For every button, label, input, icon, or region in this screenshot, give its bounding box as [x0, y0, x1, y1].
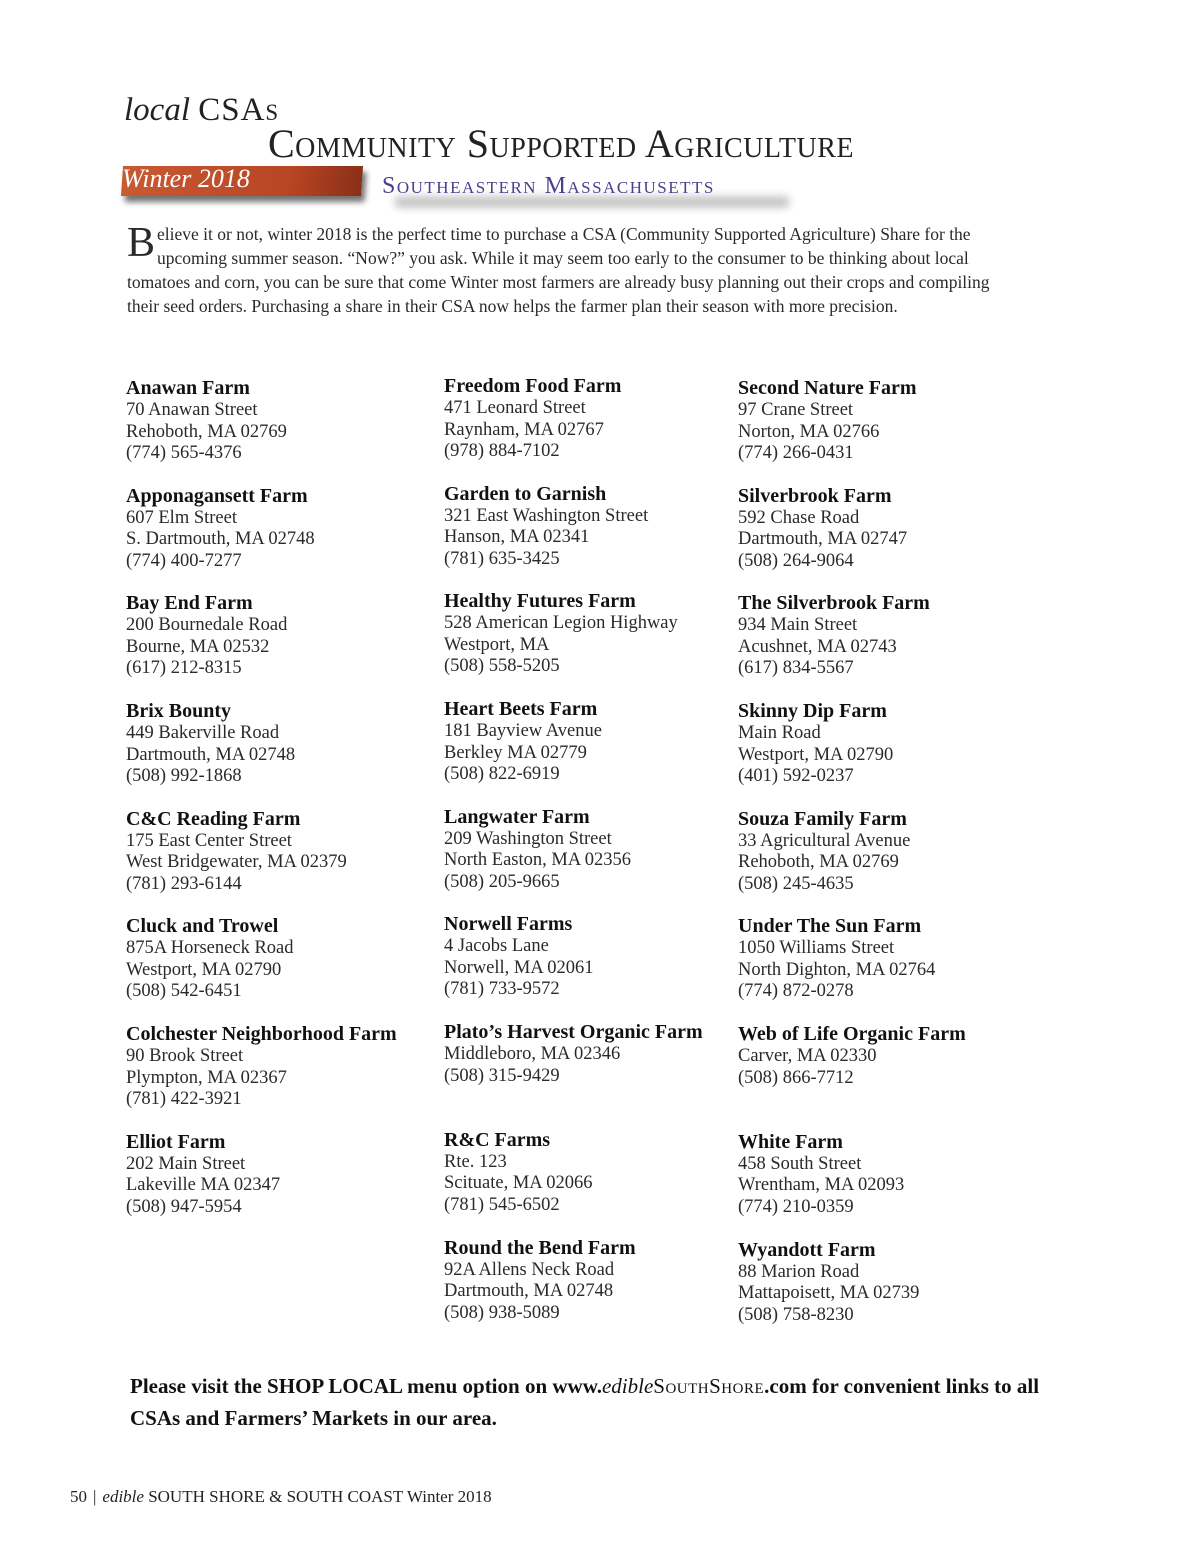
- farm-address-line: North Easton, MA 02356: [444, 850, 632, 871]
- farm-name: Anawan Farm: [126, 377, 250, 399]
- farm-address-line: Acushnet, MA 02743: [738, 636, 897, 657]
- farm-address-line: Scituate, MA 02066: [444, 1173, 593, 1194]
- farm-address-line: Dartmouth, MA 02748: [444, 1281, 614, 1301]
- farm-address-line: 88 Marion Road: [738, 1261, 860, 1282]
- farm-listing: [444, 1128, 724, 1236]
- farm-phone: (508) 315-9429: [444, 1065, 560, 1086]
- farm-listing: [444, 482, 724, 590]
- farm-address-line: Mattapoisett, MA 02739: [738, 1283, 920, 1303]
- page-title: Community Supported Agriculture: [268, 121, 854, 166]
- farm-address-line: Carver, MA 02330: [738, 1046, 877, 1067]
- farm-phone: (978) 884-7102: [444, 441, 560, 461]
- farm-address-line: 449 Bakerville Road: [126, 723, 280, 744]
- farm-name: Garden to Garnish: [444, 482, 607, 505]
- season-label: Winter 2018: [122, 164, 250, 193]
- farm-phone: (774) 872-0278: [738, 981, 854, 1002]
- farm-address-line: 528 American Legion Highway: [444, 613, 678, 634]
- farm-name: The Silverbrook Farm: [738, 592, 930, 615]
- drop-cap: B: [127, 220, 156, 266]
- farm-phone: (781) 733-9572: [444, 979, 560, 1000]
- farm-address-line: Norwell, MA 02061: [444, 957, 594, 978]
- farm-address-line: 4 Jacobs Lane: [444, 936, 549, 957]
- farm-phone: (508) 264-9064: [738, 550, 854, 571]
- farm-name: Souza Family Farm: [738, 807, 907, 830]
- farm-address-line: Dartmouth, MA 02748: [126, 744, 296, 765]
- farm-phone: (401) 592-0237: [738, 766, 854, 787]
- farm-listing: [126, 591, 426, 699]
- farm-phone: (508) 205-9665: [444, 871, 560, 892]
- farm-listing: [444, 589, 724, 697]
- farm-listing: [738, 591, 1038, 699]
- farm-name: Under The Sun Farm: [738, 915, 922, 938]
- farm-name: Bay End Farm: [126, 592, 253, 615]
- farm-address-line: Norton, MA 02766: [738, 421, 880, 442]
- farm-name: Apponagansett Farm: [126, 484, 308, 507]
- farm-listing: [126, 699, 426, 807]
- farm-listing: [738, 1238, 1038, 1346]
- publication-name: SOUTH SHORE & SOUTH COAST Winter 2018: [148, 1487, 492, 1506]
- farm-address-line: 33 Agricultural Avenue: [738, 830, 911, 851]
- farm-address-line: Main Road: [738, 723, 821, 744]
- farm-name: Norwell Farms: [444, 913, 573, 936]
- farm-name: Langwater Farm: [444, 805, 590, 828]
- farm-address-line: 875A Horseneck Road: [126, 938, 294, 959]
- farm-address-line: S. Dartmouth, MA 02748: [126, 529, 315, 550]
- farm-phone: (774) 565-4376: [126, 443, 242, 463]
- farm-address-line: 321 East Washington Street: [444, 505, 649, 526]
- note-text-end: .com for convenient links to all CSAs and Farmers’ Markets in our area.: [130, 1374, 1040, 1430]
- farm-listing: [738, 484, 1038, 592]
- farm-listing: [738, 376, 1038, 484]
- farm-address-line: 97 Crane Street: [738, 400, 854, 420]
- page-number: 50: [70, 1487, 87, 1506]
- farm-phone: (617) 212-8315: [126, 658, 242, 679]
- farm-listing: [738, 699, 1038, 807]
- farm-address-line: 458 South Street: [738, 1153, 862, 1174]
- farm-column-1: [126, 376, 426, 1238]
- farm-listing: [444, 1236, 724, 1344]
- farm-address-line: 181 Bayview Avenue: [444, 721, 602, 742]
- farm-address-line: Hanson, MA 02341: [444, 527, 590, 548]
- farm-address-line: Rehoboth, MA 02769: [738, 852, 899, 873]
- farm-phone: (508) 822-6919: [444, 764, 560, 785]
- farm-name: Plato’s Harvest Organic Farm: [444, 1021, 703, 1044]
- farm-name: Skinny Dip Farm: [738, 700, 887, 723]
- farm-phone: (617) 834-5567: [738, 658, 854, 679]
- farm-phone: (781) 422-3921: [126, 1089, 242, 1110]
- farm-listing: [126, 1022, 426, 1130]
- farm-phone: (508) 992-1868: [126, 766, 242, 787]
- farm-address-line: 209 Washington Street: [444, 828, 612, 849]
- farm-address-line: Plympton, MA 02367: [126, 1067, 287, 1088]
- farm-address-line: 70 Anawan Street: [126, 400, 258, 420]
- farm-address-line: Dartmouth, MA 02747: [738, 529, 908, 550]
- farm-address-line: 90 Brook Street: [126, 1046, 244, 1067]
- farm-phone: (781) 293-6144: [126, 873, 242, 894]
- farm-address-line: 200 Bournedale Road: [126, 615, 288, 636]
- farm-phone: (508) 245-4635: [738, 873, 854, 894]
- intro-text: elieve it or not, winter 2018 is the perfect time to purchase a CSA (Community Supported Agriculture) Share for the upcoming summer season. “Now?” you ask. While it may seem too early to the consumer to be thinking about local tomatoes and corn, you can be sure that come Winter most farmers are already busy planning out their crops and compiling their seed orders. Purchasing a share in their CSA now helps the farmer plan their season with more precision.: [127, 224, 990, 316]
- farm-address-line: 592 Chase Road: [738, 507, 860, 528]
- kicker-rest: CSAs: [198, 92, 280, 128]
- farm-listing: [444, 697, 724, 805]
- farm-listing: [738, 1022, 1038, 1130]
- farm-name: Brix Bounty: [126, 700, 232, 723]
- farm-address-line: North Dighton, MA 02764: [738, 959, 936, 980]
- region-subtitle: Southeastern Massachusetts: [382, 173, 715, 199]
- farm-name: R&C Farms: [444, 1128, 551, 1151]
- note-url-italic: edible: [601, 1374, 654, 1398]
- note-text-start: Please visit the SHOP LOCAL menu option on www.: [130, 1374, 602, 1398]
- farm-listing: [444, 1020, 724, 1128]
- section-kicker: [124, 92, 279, 128]
- shop-local-note: [130, 1370, 1090, 1434]
- farm-phone: (774) 400-7277: [126, 550, 242, 571]
- farm-address-line: Rehoboth, MA 02769: [126, 421, 287, 442]
- farm-listing: [126, 1130, 426, 1238]
- farm-listing: [738, 914, 1038, 1022]
- farm-name: C&C Reading Farm: [126, 807, 301, 830]
- farm-listing: [444, 912, 724, 1020]
- farm-name: Silverbrook Farm: [738, 484, 892, 507]
- farm-column-3: [738, 376, 1038, 1345]
- farm-listing: [126, 807, 426, 915]
- farm-address-line: Raynham, MA 02767: [444, 419, 604, 440]
- farm-address-line: Rte. 123: [444, 1151, 507, 1172]
- farm-address-line: West Bridgewater, MA 02379: [126, 852, 347, 873]
- farm-address-line: Westport, MA 02790: [738, 744, 894, 765]
- farm-address-line: 175 East Center Street: [126, 830, 292, 851]
- intro-paragraph: [127, 222, 1007, 318]
- farm-name: Round the Bend Farm: [444, 1236, 636, 1259]
- farm-phone: (508) 947-5954: [126, 1196, 242, 1217]
- farm-address-line: Berkley MA 02779: [444, 742, 587, 763]
- farm-listing: [738, 1130, 1038, 1238]
- farm-listing: [126, 376, 426, 484]
- publication-italic: edible: [102, 1487, 144, 1506]
- farm-listing: [444, 805, 724, 913]
- farm-address-line: Middleboro, MA 02346: [444, 1044, 621, 1065]
- farm-address-line: 202 Main Street: [126, 1153, 246, 1174]
- farm-name: Freedom Food Farm: [444, 375, 622, 397]
- farm-phone: (774) 266-0431: [738, 443, 854, 463]
- footer-separator: |: [93, 1487, 97, 1506]
- farm-name: Wyandott Farm: [738, 1238, 876, 1261]
- farm-name: Cluck and Trowel: [126, 915, 279, 938]
- farm-address-line: Westport, MA 02790: [126, 959, 282, 980]
- farm-phone: (781) 545-6502: [444, 1194, 560, 1215]
- farm-address-line: 934 Main Street: [738, 615, 858, 636]
- farm-phone: (508) 938-5089: [444, 1302, 560, 1323]
- farm-column-2: [444, 376, 724, 1343]
- farm-address-line: 1050 Williams Street: [738, 938, 895, 959]
- farm-name: Web of Life Organic Farm: [738, 1023, 966, 1046]
- farm-address-line: Westport, MA: [444, 634, 550, 655]
- farm-address-line: 607 Elm Street: [126, 507, 237, 528]
- farm-name: White Farm: [738, 1130, 843, 1153]
- farm-listing: [126, 484, 426, 592]
- farm-address-line: Lakeville MA 02347: [126, 1175, 281, 1196]
- farm-name: Healthy Futures Farm: [444, 590, 636, 613]
- farm-phone: (774) 210-0359: [738, 1196, 854, 1217]
- farm-name: Colchester Neighborhood Farm: [126, 1023, 397, 1046]
- farm-name: Heart Beets Farm: [444, 698, 598, 721]
- farm-address-line: 471 Leonard Street: [444, 398, 586, 418]
- note-url-smallcaps: SouthShore: [653, 1374, 765, 1398]
- farm-phone: (508) 758-8230: [738, 1304, 854, 1325]
- farm-address-line: 92A Allens Neck Road: [444, 1259, 615, 1280]
- farm-phone: (508) 558-5205: [444, 656, 560, 677]
- page-footer: [70, 1486, 492, 1508]
- farm-listing: [444, 374, 724, 482]
- farm-name: Second Nature Farm: [738, 377, 917, 399]
- farm-phone: (508) 542-6451: [126, 981, 242, 1002]
- farm-phone: (508) 866-7712: [738, 1067, 854, 1088]
- farm-address-line: Bourne, MA 02532: [126, 636, 270, 657]
- farm-listing: [738, 807, 1038, 915]
- farm-listing: [126, 914, 426, 1022]
- farm-phone: (781) 635-3425: [444, 548, 560, 569]
- kicker-italic: local: [124, 92, 190, 128]
- farm-name: Elliot Farm: [126, 1130, 226, 1153]
- farm-address-line: Wrentham, MA 02093: [738, 1175, 905, 1196]
